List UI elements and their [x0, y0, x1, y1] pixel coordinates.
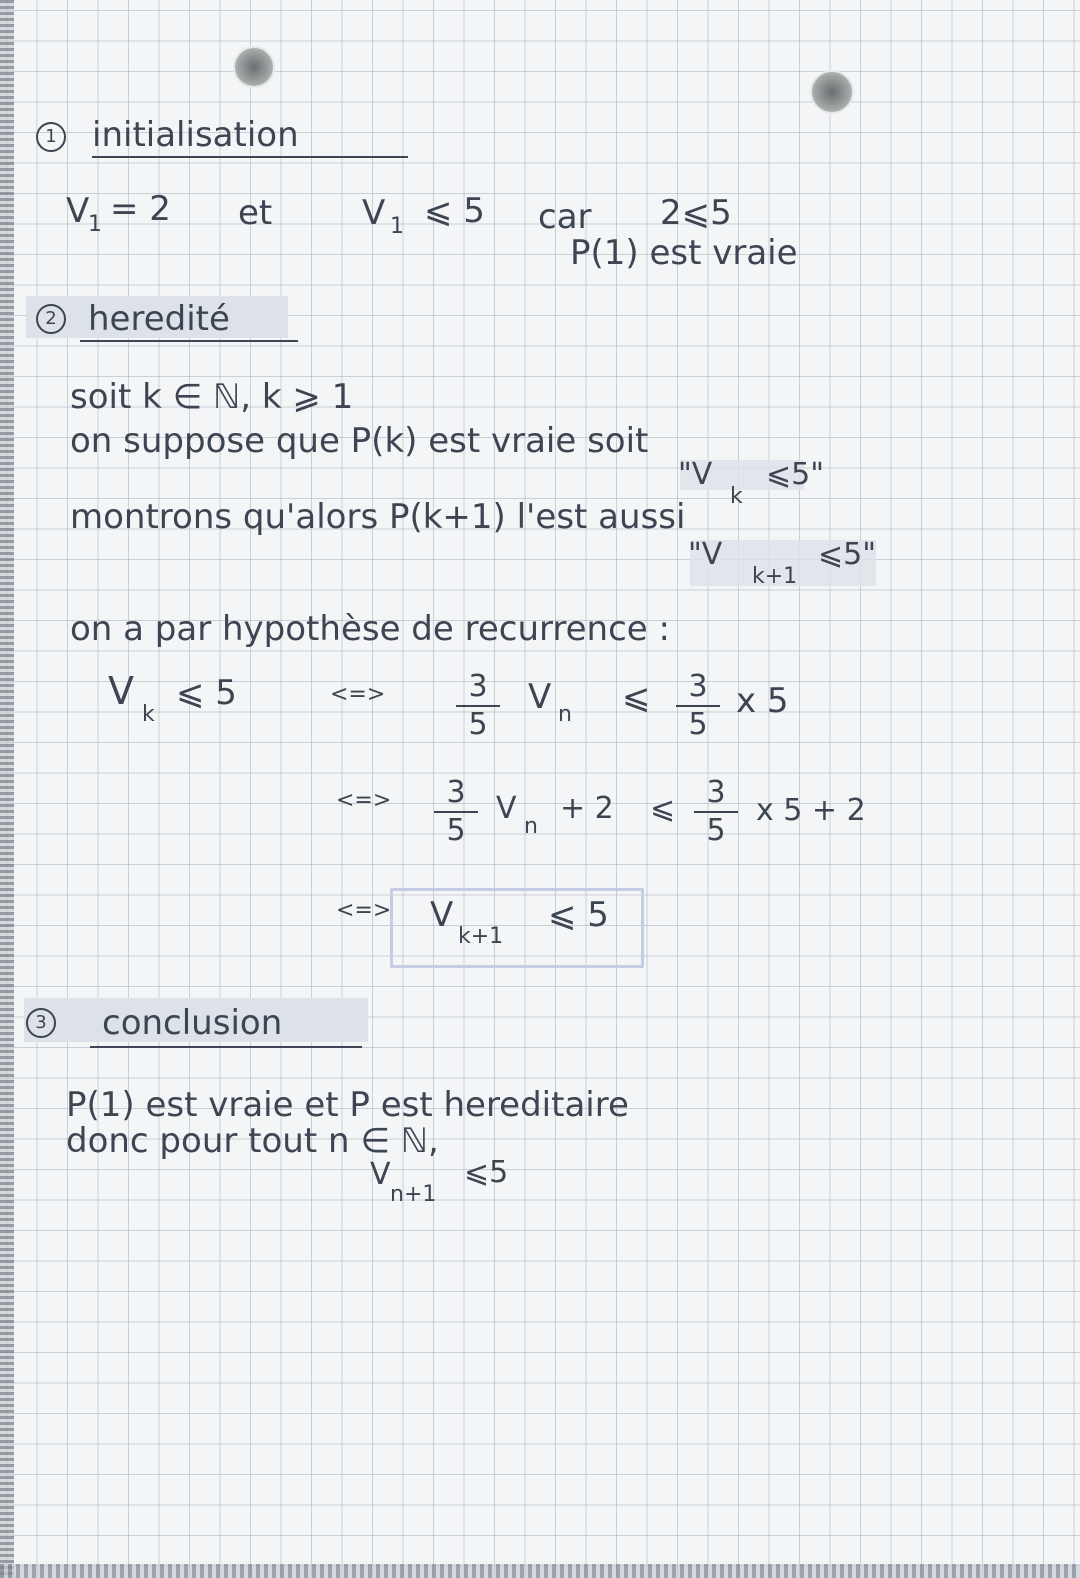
step2-vn: V — [496, 791, 517, 826]
section-title-initialisation: initialisation — [92, 115, 299, 155]
let-k-line: soit k ∈ ℕ, k ⩾ 1 — [70, 377, 354, 417]
step1-vk: V — [108, 669, 134, 713]
because-word: car — [538, 197, 592, 237]
conclusion-bound: ⩽5 — [464, 1155, 509, 1190]
step2-vn-subscript: n — [524, 814, 538, 839]
conclusion-line1: P(1) est vraie et P est hereditaire — [66, 1085, 629, 1125]
heading-underline — [90, 1046, 362, 1048]
step3-v-subscript: k+1 — [458, 924, 504, 949]
step3-equivalence: <=> — [336, 898, 392, 923]
fraction-numerator: 3 — [706, 775, 726, 810]
step1-fraction-left — [456, 669, 500, 742]
heading-underline — [92, 156, 408, 158]
hypothesis-bound: ⩽5" — [766, 457, 825, 492]
section-number-3: 3 — [26, 1008, 56, 1038]
step3-v: V — [430, 895, 454, 935]
v1-equals: = 2 — [110, 189, 171, 229]
section-number-2: 2 — [36, 304, 66, 334]
step2-leq: ⩽ — [650, 791, 676, 826]
step1-leq: ⩽ — [622, 677, 651, 717]
step1-vk-subscript: k — [142, 702, 155, 727]
step2-plus-two: + 2 — [560, 791, 614, 826]
step1-tail: x 5 — [736, 681, 789, 721]
v1b-subscript: 1 — [390, 214, 404, 239]
step2-tail: x 5 + 2 — [756, 793, 866, 828]
fraction-denominator: 5 — [446, 813, 466, 848]
step2-equivalence: <=> — [336, 788, 392, 813]
v1-leq: ⩽ 5 — [424, 191, 485, 231]
goal-bound: ⩽5" — [818, 537, 877, 572]
punch-hole-right — [810, 70, 854, 114]
section-number-1: 1 — [36, 122, 66, 152]
fraction-denominator: 5 — [706, 813, 726, 848]
fraction-denominator: 5 — [688, 707, 708, 742]
section-title-heredite: heredité — [88, 299, 230, 339]
conclusion-v: V — [370, 1157, 391, 1192]
step1-vn: V — [528, 677, 552, 717]
initial-inequality: 2⩽5 — [660, 193, 732, 233]
heading-underline — [80, 340, 298, 342]
section-title-conclusion: conclusion — [102, 1003, 283, 1043]
v1b-symbol: V — [362, 193, 386, 233]
v1-symbol: V — [66, 191, 90, 231]
show-line: montrons qu'alors P(k+1) l'est aussi — [70, 497, 686, 537]
notebook-spiral-left — [0, 0, 14, 1578]
recurrence-hypothesis-line: on a par hypothèse de recurrence : — [70, 609, 670, 649]
step1-vn-subscript: n — [558, 702, 572, 727]
step1-equivalence: <=> — [330, 682, 386, 707]
notebook-edge-bottom — [0, 1564, 1080, 1578]
step1-fraction-right — [676, 669, 720, 742]
fraction-denominator: 5 — [468, 707, 488, 742]
and-word: et — [238, 193, 273, 233]
hypothesis-v: "V — [678, 457, 713, 492]
v1-subscript: 1 — [88, 212, 102, 237]
punch-hole-left — [233, 46, 275, 88]
conclusion-v-subscript: n+1 — [390, 1182, 437, 1207]
suppose-line: on suppose que P(k) est vraie soit — [70, 421, 649, 461]
p1-true: P(1) est vraie — [570, 233, 798, 273]
conclusion-line2: donc pour tout n ∈ ℕ, — [66, 1121, 439, 1161]
fraction-numerator: 3 — [468, 669, 488, 704]
step1-vk-leq: ⩽ 5 — [176, 673, 237, 713]
hypothesis-v-subscript: k — [730, 484, 743, 509]
fraction-numerator: 3 — [688, 669, 708, 704]
step2-fraction-left — [434, 775, 478, 848]
fraction-numerator: 3 — [446, 775, 466, 810]
goal-v-subscript: k+1 — [752, 564, 798, 589]
goal-v: "V — [688, 537, 723, 572]
step3-leq: ⩽ 5 — [548, 895, 609, 935]
step2-fraction-right — [694, 775, 738, 848]
